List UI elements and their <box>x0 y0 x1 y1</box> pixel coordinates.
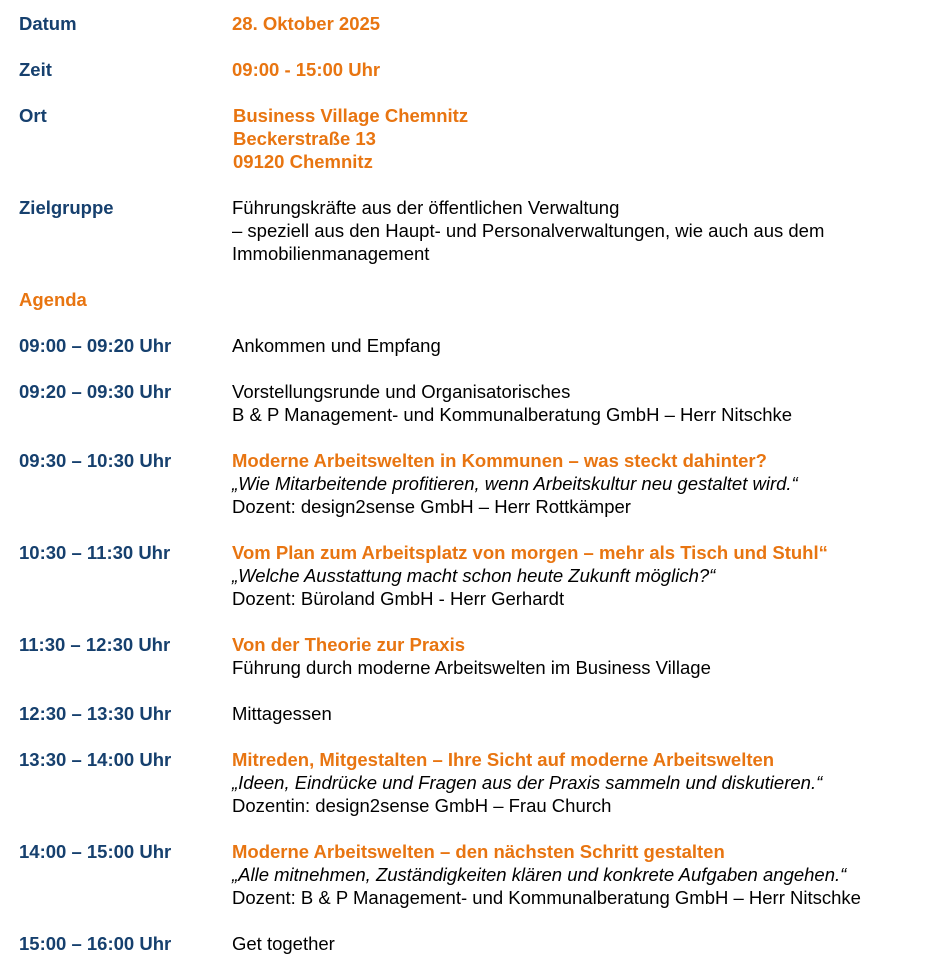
agenda-time: 13:30 – 14:00 Uhr <box>19 749 172 770</box>
agenda-subtitle: „Welche Ausstattung macht schon heute Zukunft möglich?“ <box>232 565 716 586</box>
location-line: Business Village Chemnitz <box>233 105 469 126</box>
date-label: Datum <box>19 13 77 34</box>
agenda-title: Mitreden, Mitgestalten – Ihre Sicht auf moderne Arbeitswelten <box>232 749 775 770</box>
agenda-content <box>232 334 927 357</box>
agenda-line: Get together <box>232 933 335 954</box>
location-line: Beckerstraße 13 <box>233 128 376 149</box>
agenda-title: Moderne Arbeitswelten – den nächsten Schritt gestalten <box>232 841 725 862</box>
agenda-content <box>232 748 927 817</box>
audience-line: – speziell aus den Haupt- und Personalverwaltungen, wie auch aus dem <box>232 220 825 241</box>
agenda-subtitle: „Ideen, Eindrücke und Fragen aus der Praxis sammeln und diskutieren.“ <box>232 772 823 793</box>
time-value: 09:00 - 15:00 Uhr <box>232 59 381 80</box>
time-value-block <box>232 58 927 81</box>
agenda-line: Dozentin: design2sense GmbH – Frau Church <box>232 795 612 816</box>
agenda-time: 11:30 – 12:30 Uhr <box>19 634 171 655</box>
agenda-time: 09:00 – 09:20 Uhr <box>19 335 172 356</box>
time-label: Zeit <box>19 59 52 80</box>
agenda-content <box>232 840 927 909</box>
agenda-time: 14:00 – 15:00 Uhr <box>19 841 172 862</box>
agenda-line: B & P Management- und Kommunalberatung GmbH – Herr Nitschke <box>232 404 793 425</box>
location-line: 09120 Chemnitz <box>233 151 373 172</box>
agenda-title: Moderne Arbeitswelten in Kommunen – was steckt dahinter? <box>232 450 767 471</box>
agenda-title: Von der Theorie zur Praxis <box>232 634 466 655</box>
audience-line: Immobilienmanagement <box>232 243 430 264</box>
agenda-line: Ankommen und Empfang <box>232 335 441 356</box>
agenda-line: Vorstellungsrunde und Organisatorisches <box>232 381 571 402</box>
agenda-content <box>232 380 927 426</box>
agenda-line: Dozent: B & P Management- und Kommunalberatung GmbH – Herr Nitschke <box>232 887 861 908</box>
agenda-time: 15:00 – 16:00 Uhr <box>19 933 172 954</box>
agenda-line: Mittagessen <box>232 703 332 724</box>
audience-line: Führungskräfte aus der öffentlichen Verwaltung <box>232 197 620 218</box>
agenda-time: 10:30 – 11:30 Uhr <box>19 542 171 563</box>
agenda-time: 09:20 – 09:30 Uhr <box>19 381 172 402</box>
agenda-line: Führung durch moderne Arbeitswelten im Business Village <box>232 657 711 678</box>
agenda-time: 09:30 – 10:30 Uhr <box>19 450 172 471</box>
date-value: 28. Oktober 2025 <box>232 13 381 34</box>
agenda-heading: Agenda <box>19 289 87 310</box>
audience-label: Zielgruppe <box>19 197 114 218</box>
agenda-time: 12:30 – 13:30 Uhr <box>19 703 172 724</box>
agenda-content <box>232 702 927 725</box>
agenda-line: Dozent: Büroland GmbH - Herr Gerhardt <box>232 588 565 609</box>
date-value-block <box>232 12 927 35</box>
agenda-subtitle: „Alle mitnehmen, Zuständigkeiten klären und konkrete Aufgaben angehen.“ <box>232 864 847 885</box>
agenda-content <box>232 932 927 955</box>
agenda-subtitle: „Wie Mitarbeitende profitieren, wenn Arbeitskultur neu gestaltet wird.“ <box>232 473 798 494</box>
audience-value-block <box>232 196 927 265</box>
agenda-content <box>232 633 927 679</box>
agenda-content <box>232 541 927 610</box>
location-value-block <box>233 104 928 173</box>
agenda-title: Vom Plan zum Arbeitsplatz von morgen – mehr als Tisch und Stuhl“ <box>232 542 828 563</box>
agenda-line: Dozent: design2sense GmbH – Herr Rottkämper <box>232 496 631 517</box>
agenda-content <box>232 449 927 518</box>
location-label: Ort <box>19 105 47 126</box>
